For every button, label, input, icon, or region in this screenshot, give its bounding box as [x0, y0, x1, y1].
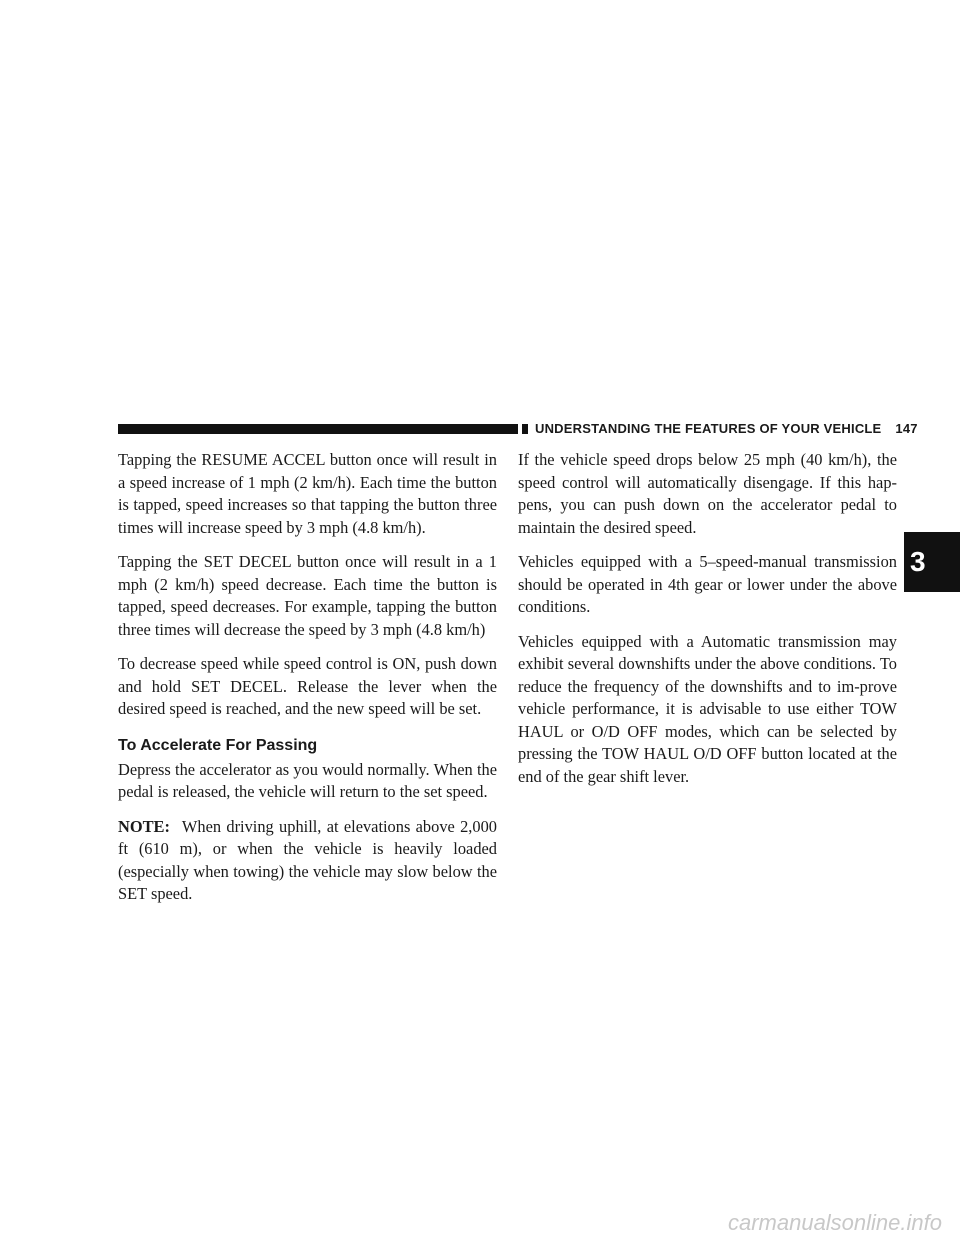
note-label: NOTE:	[118, 816, 170, 836]
watermark: carmanualsonline.info	[727, 1210, 942, 1235]
note-paragraph	[118, 816, 497, 906]
chapter-tab: 3	[904, 532, 960, 592]
header-rule-tick	[522, 424, 528, 434]
paragraph-set-decel: Tapping the SET DECEL button once will result in a 1 mph (2 km/h) speed decrease. Each time the button is tapped, speed decreases. For example, tapping the button three times will decrease the speed by 3 mph (4.8 km/h)	[118, 552, 497, 639]
note-text: When driving uphill, at elevations above 2,000 ft (610 m), or when the vehicle is heavily loaded (especially when towing) the vehicle may slow below the SET speed.	[118, 816, 497, 903]
paragraph-speed-drop: If the vehicle speed drops below 25 mph (40 km/h), the speed control will automatically disengage. If this hap-pens, you can push down on the accelerator pedal to maintain the desired speed.	[518, 450, 897, 537]
section-heading: To Accelerate For Passing	[118, 736, 318, 754]
running-header	[535, 421, 918, 436]
paragraph-passing: Depress the accelerator as you would normally. When the pedal is released, the vehicle will return to the set speed.	[118, 759, 497, 801]
right-column	[518, 449, 897, 800]
paragraph-automatic-transmission: Vehicles equipped with a Automatic transmission may exhibit several downshifts under the above conditions. To reduce the frequency of the downshifts and to im-prove vehicle performance, it is advisable to use either TOW HAUL or O/D OFF modes, which can be selected by pressing the TOW HAUL O/D OFF button located at the end of the gear shift lever.	[518, 631, 897, 786]
paragraph-manual-transmission: Vehicles equipped with a 5–speed-manual transmission should be operated in 4th gear or lower under the above conditions.	[518, 552, 897, 616]
header-title: UNDERSTANDING THE FEATURES OF YOUR VEHICLE	[535, 421, 882, 436]
paragraph-decrease-speed: To decrease speed while speed control is ON, push down and hold SET DECEL. Release the lever when the desired speed is reached, and the new speed will be set.	[118, 654, 497, 718]
page-number: 147	[895, 421, 918, 436]
paragraph-resume-accel: Tapping the RESUME ACCEL button once will result in a speed increase of 1 mph (2 km/h). Each time the button is tapped, speed increases so that tapping the button three times will increase speed by 3 mph (4.8 km/h).	[118, 450, 497, 537]
left-column	[118, 449, 497, 918]
header-rule	[118, 424, 518, 434]
